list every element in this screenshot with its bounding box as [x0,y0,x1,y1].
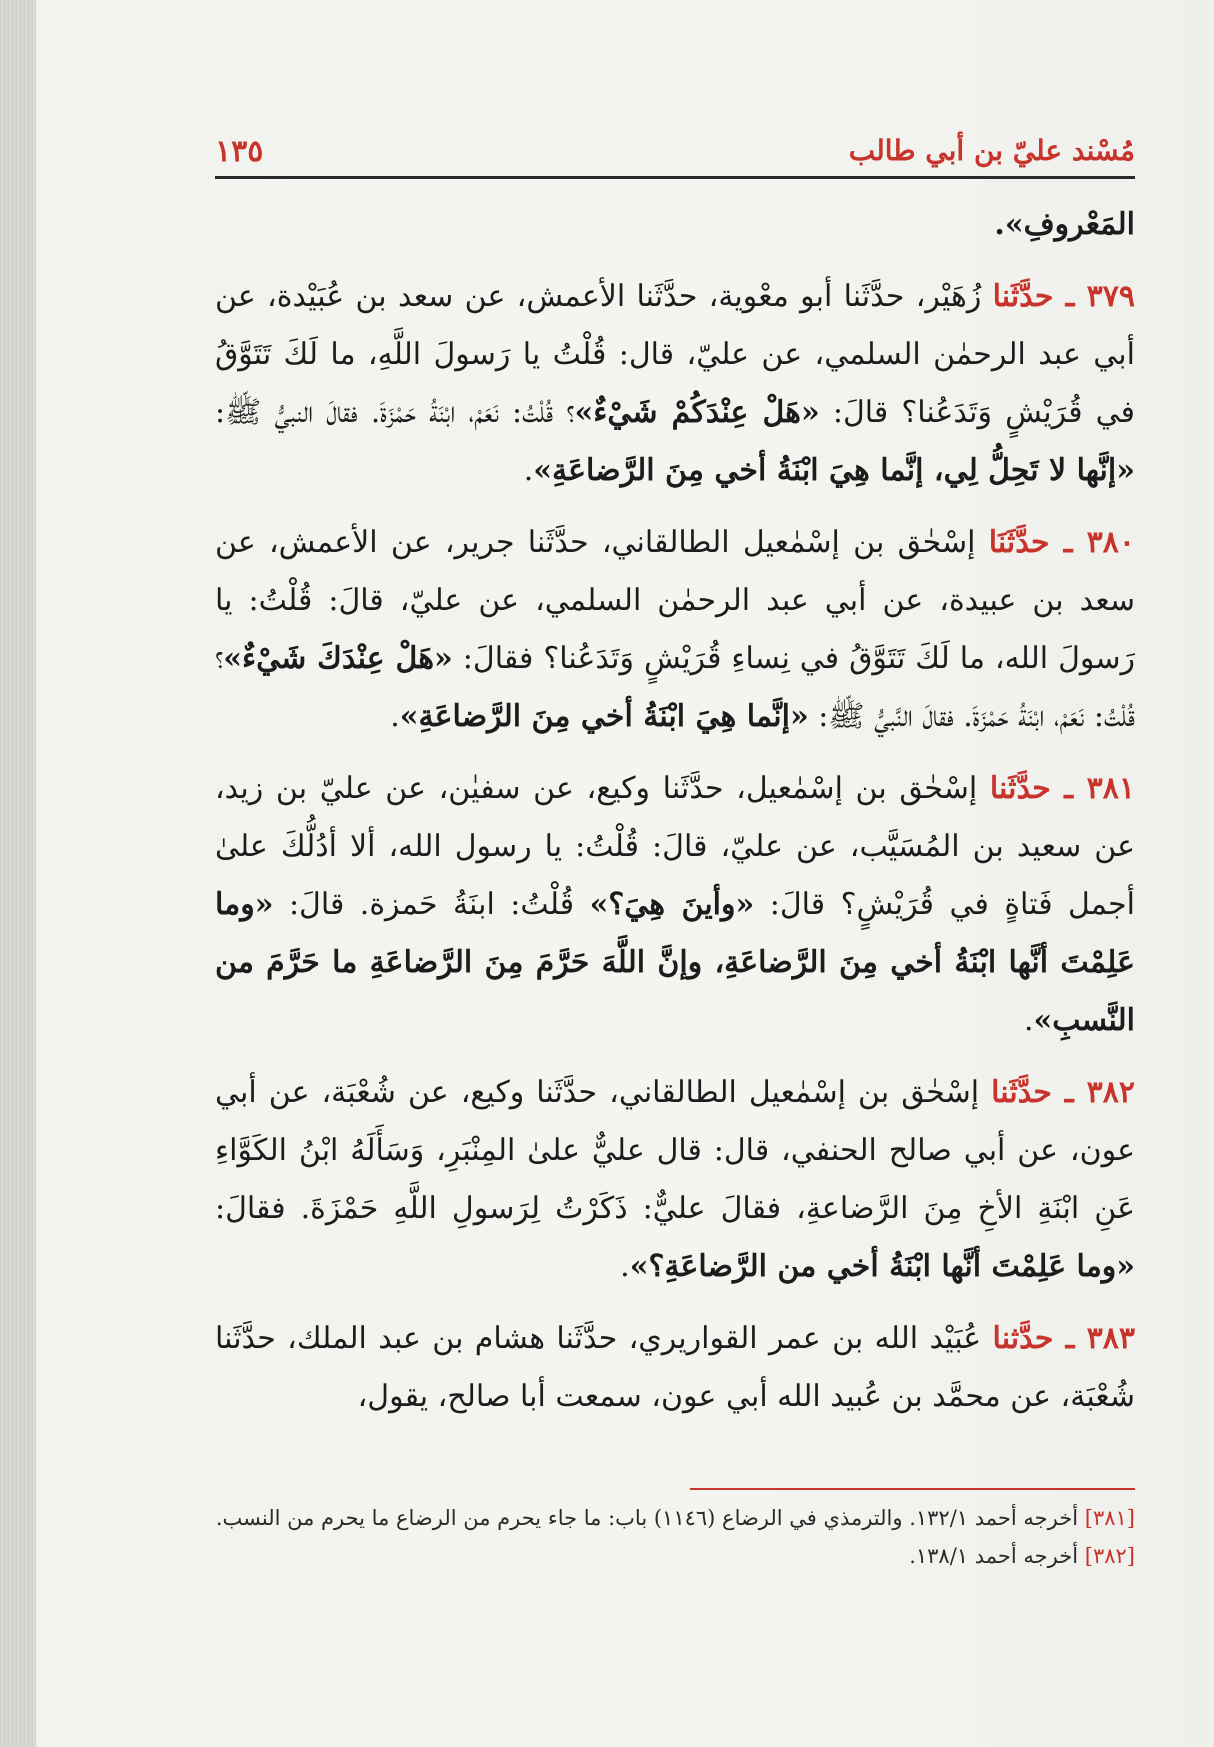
hadith-text: إسْحٰق بن إسْمٰعيل الطالقاني، حدَّثَنا وكيع، عن شُعْبَة، عن أبي عون، عن أبي صالح الحنفي، قال: قال عليٌّ علىٰ المِنْبَرِ، وَسَأَلَهُ ابْنُ الكَوَّاءِ عَنِ ابْنَةِ الأخِ مِنَ الرَّضاعةِ، فقالَ عليٌّ: ذَكَرْتُ لِرَسولِ اللَّهِ حَمْزَةَ. فقالَ: [215,1075,1135,1226]
footnotes [215,1500,1135,1576]
hadith-end: . [523,453,534,488]
main-text [215,196,1135,1440]
hadith-379 [215,268,1135,500]
continuation-line: المَعْروفِ». [994,207,1135,242]
page-number: ١٣٥ [215,134,264,169]
hadith-383 [215,1310,1135,1426]
hadith-quote: «وما عَلِمْتَ أنَّها ابْنَةُ أخي مِنَ الرَّضاعَةِ، وإنَّ اللَّهَ حَرَّمَ مِنَ الرَّضاعَةِ ما حَرَّمَ من النَّسبِ» [215,887,1135,1038]
hadith-381 [215,760,1135,1050]
footnote-text: أخرجه أحمد ١٣٢/١. والترمذي في الرضاع (١١٤٦) باب: ما جاء يحرم من الرضاع ما يحرم من النسب. [215,1506,1079,1530]
footnote-381 [215,1500,1135,1536]
page-header [215,128,1135,178]
running-title: مُسْند عليّ بن أبي طالب [848,134,1135,167]
hadith-number: ٣٨٢ ـ حدَّثَنا [991,1075,1135,1110]
hadith-quote: «هَلْ عِنْدَكُمْ شَيْءٌ» [574,395,820,430]
hadith-end: . [620,1249,630,1284]
hadith-380 [215,514,1135,746]
hadith-quote: «إنَّها لا تَحِلُّ لِي، إنَّما هِيَ ابْنَةُ أخي مِنَ الرَّضاعَةِ» [533,453,1135,488]
footnote-text: أخرجه أحمد ١٣٨/١. [909,1544,1079,1568]
hadith-number: ٣٨٠ ـ حدَّثَنَا [988,525,1136,560]
hadith-number: ٣٧٩ ـ حدَّثَنا [992,279,1135,314]
hadith-text: ؟ قُلْتُ: نَعَمْ، ابْنَةُ حَمْزَةَ. فقالَ النَّبيُّ ﷺ: [215,641,1135,734]
hadith-text: قُلْتُ: ابنَةُ حَمزة. قالَ: [288,887,575,922]
hadith-text: ؟ قُلْتُ: نَعَمْ، ابْنَةُ حَمْزَةَ. فقالَ النبيُّ ﷺ: [215,395,575,430]
page-stack-edge [0,0,36,1747]
hadith-end: . [390,699,400,734]
hadith-number: ٣٨٣ ـ حدَّثنا [992,1321,1136,1356]
footnote-number: [٣٨٢] [1084,1544,1135,1568]
hadith-text: إسْحٰق بن إسْمٰعيل الطالقاني، حدَّثَنا جرير، عن الأعمش، عن سعد بن عبيدة، عن أبي عبد الرحمٰن السلمي، عن عليّ، قالَ: قُلْتُ: يا رَسولَ الله، ما لَكَ تَتَوَّقُ في نِساءِ قُرَيْشٍ وَتَدَعُنا؟ فقالَ: [215,525,1135,676]
hadith-quote: «وأينَ هِيَ؟» [589,887,755,922]
hadith-number: ٣٨١ ـ حدَّثَنا [989,771,1135,806]
hadith-quote: «هَلْ عِنْدَكَ شَيْءٌ» [223,641,453,676]
hadith-text: زُهَيْر، حدَّثَنا أبو معْوية، حدَّثَنا الأعمش، عن سعد بن عُبَيْدة، عن أبي عبد الرحمٰن السلمي، عن عليّ، قال: قُلْتُ يا رَسولَ اللَّهِ، ما لَكَ تَتَوَّقُ في قُرَيْشٍ وَتَدَعُنا؟ قالَ: [215,279,1136,430]
hadith-end: . [1023,1003,1034,1038]
hadith-382 [215,1064,1135,1296]
hadith-text: عُبَيْد الله بن عمر القواريري، حدَّثَنا هشام بن عبد الملك، حدَّثَنا شُعْبَة، عن محمَّد بن عُبيد الله أبي عون، سمعت أبا صالح، يقول، [215,1321,1135,1414]
hadith-quote: «إنَّما هِيَ ابْنَةُ أخي مِنَ الرَّضاعَةِ» [399,699,809,734]
footnote-382 [215,1538,1135,1574]
hadith-quote: «وما عَلِمْتَ أنَّها ابْنَةُ أخي من الرَّضاعَةِ؟» [629,1249,1135,1284]
header-rule [215,176,1135,179]
footnote-rule [690,1488,1135,1490]
hadith-text: إسْحٰق بن إسْمٰعيل، حدَّثَنا وكيع، عن سفيٰن، عن عليّ بن زيد، عن سعيد بن المُسَيَّب، عن عليّ، قالَ: قُلْتُ: يا رسول الله، ألا أدُلُّكَ علىٰ أجمل فَتاةٍ في قُرَيْشٍ؟ قالَ: [215,771,1136,922]
footnote-number: [٣٨١] [1084,1506,1135,1530]
